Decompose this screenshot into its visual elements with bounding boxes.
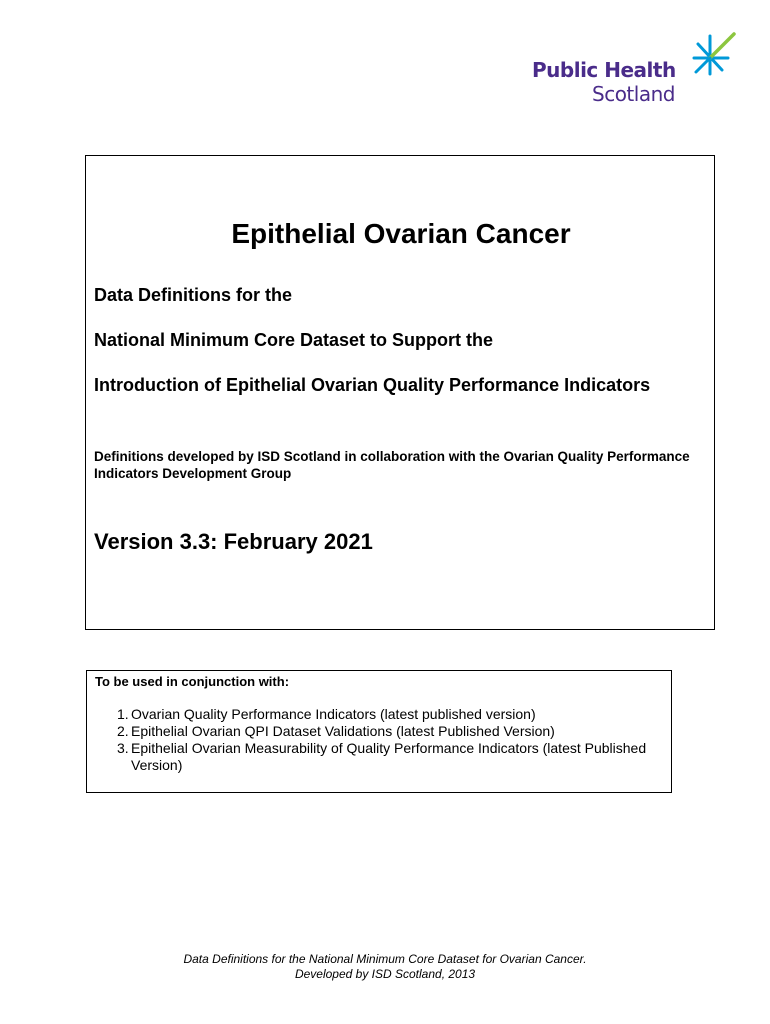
list-item-text: Ovarian Quality Performance Indicators (latest published version) <box>131 706 536 722</box>
subtitle-line-3: Introduction of Epithelial Ovarian Quality Performance Indicators <box>94 375 651 395</box>
conjunction-list <box>115 706 655 774</box>
footer-line-1: Data Definitions for the National Minimum Core Dataset for Ovarian Cancer. <box>183 952 587 966</box>
list-item <box>115 706 655 723</box>
definitions-note: Definitions developed by ISD Scotland in collaboration with the Ovarian Quality Performance Indicators Development Group <box>94 449 690 481</box>
subtitle-line-2: National Minimum Core Dataset to Support the <box>94 330 494 350</box>
list-item-number: 1. <box>117 706 129 722</box>
conjunction-box <box>86 670 672 793</box>
list-item <box>115 740 655 774</box>
version-label: Version 3.3: February 2021 <box>94 529 373 554</box>
subtitle-line-1: Data Definitions for the <box>94 285 293 305</box>
conjunction-heading: To be used in conjunction with: <box>95 674 290 689</box>
title-box <box>85 155 715 630</box>
logo-line-1: Public Health <box>532 58 676 82</box>
document-title: Epithelial Ovarian Cancer <box>231 218 571 249</box>
list-item-number: 2. <box>117 723 129 739</box>
list-item-number: 3. <box>117 740 129 756</box>
list-item <box>115 723 655 740</box>
list-item-text: Epithelial Ovarian QPI Dataset Validations (latest Published Version) <box>131 723 555 739</box>
page-footer <box>0 952 770 982</box>
logo-line-2: Scotland <box>592 82 675 106</box>
list-item-text: Epithelial Ovarian Measurability of Quality Performance Indicators (latest Published Version) <box>131 740 647 773</box>
footer-line-2: Developed by ISD Scotland, 2013 <box>294 967 476 981</box>
public-health-scotland-logo <box>528 30 738 110</box>
star-icon <box>688 30 738 80</box>
